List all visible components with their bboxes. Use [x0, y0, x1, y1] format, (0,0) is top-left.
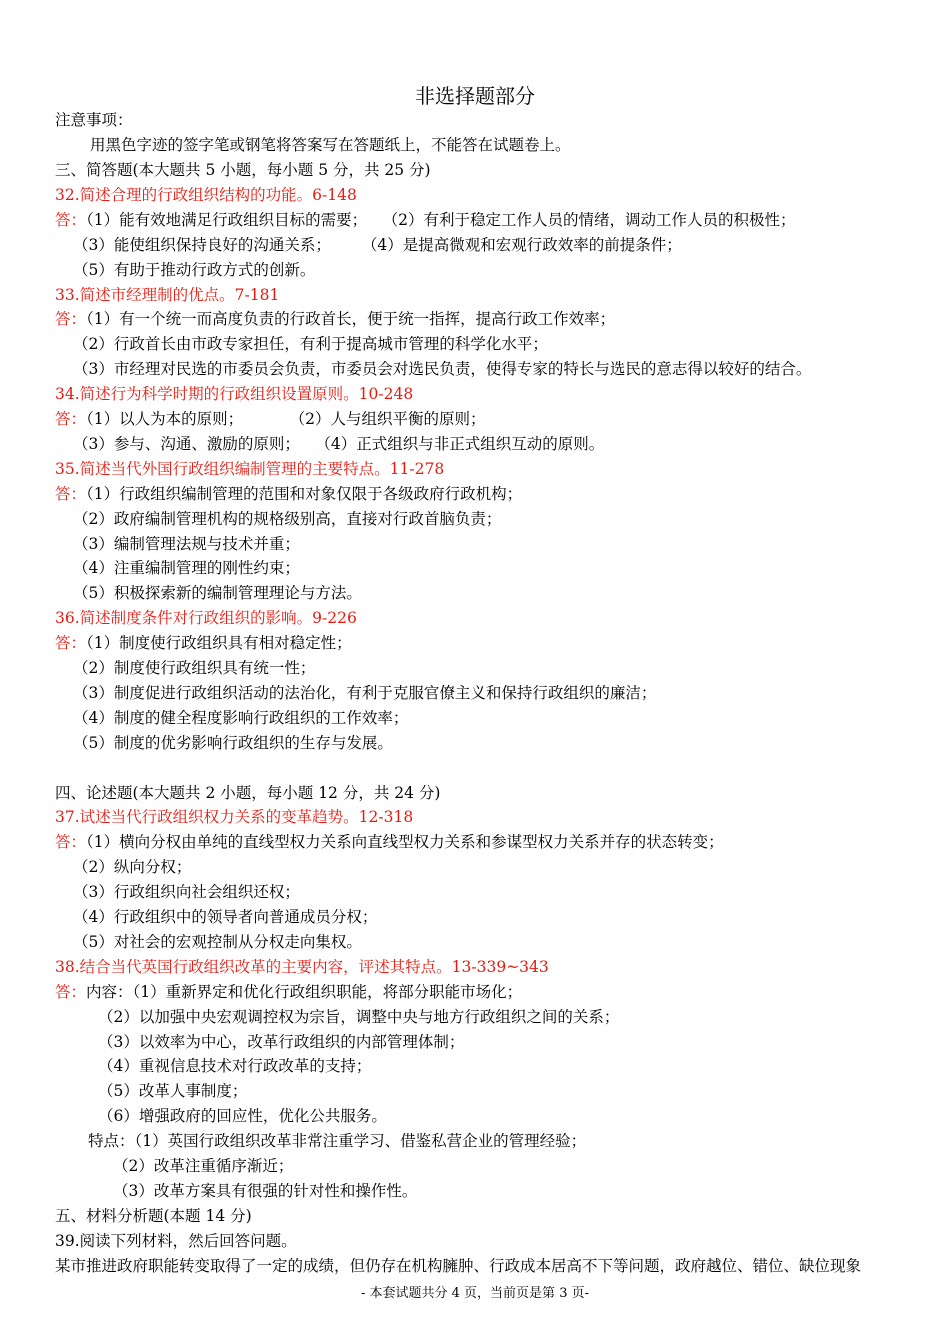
line-text: （3）参与、沟通、激励的原则； （4）正式组织与非正式组织互动的原则。: [73, 434, 605, 453]
text-line: [113, 1154, 293, 1178]
line-text: （4）行政组织中的领导者向普通成员分权；: [73, 908, 378, 926]
line-text: （5）有助于推动行政方式的创新。: [73, 260, 316, 279]
line-text: （1）行政组织编制管理的范围和对象仅限于各级政府行政机构；: [86, 484, 523, 503]
line-text: 36.简述制度条件对行政组织的影响。9-226: [55, 609, 357, 628]
answer-line: [55, 980, 522, 1004]
line-text: 特点：（1）英国行政组织改革非常注重学习、借鉴私营企业的管理经验；: [88, 1132, 587, 1151]
line-text: （2）制度使行政组织具有统一性；: [73, 659, 316, 677]
text-line: [55, 1204, 252, 1228]
line-text: （5）对社会的宏观控制从分权走向集权。: [73, 932, 362, 951]
text-line: [73, 432, 604, 456]
answer-line: [55, 208, 796, 232]
text-line: [98, 1030, 464, 1054]
line-text: （2）行政首长由市政专家担任，有利于提高城市管理的科学化水平；: [73, 335, 548, 354]
text-line: [73, 656, 315, 680]
text-line: [73, 905, 377, 929]
text-line: [73, 581, 362, 605]
question-heading: [55, 805, 413, 829]
question-heading: [55, 606, 357, 630]
answer-line: [55, 482, 522, 506]
text-line: [98, 1054, 371, 1078]
line-text: （6）增强政府的回应性，优化公共服务。: [98, 1107, 387, 1126]
line-text: （2）纵向分权；: [73, 858, 192, 877]
line-text: 内容：（1）重新界定和优化行政组织职能，将部分职能市场化；: [86, 982, 523, 1001]
text-line: [88, 1129, 586, 1153]
line-text: 37.试述当代行政组织权力关系的变革趋势。12-318: [55, 808, 414, 827]
text-line: [73, 880, 300, 904]
line-text: （2）政府编制管理机构的规格级别高，直接对行政首脑负责；: [73, 509, 502, 528]
text-line: [73, 357, 811, 381]
line-text: 32.简述合理的行政组织结构的功能。6-148: [55, 185, 357, 204]
line-text: （5）制度的优劣影响行政组织的生存与发展。: [73, 733, 393, 752]
line-text: （3）市经理对民选的市委员会负责，市委员会对选民负责，使得专家的特长与选民的意志得以较好的结合。: [73, 360, 812, 379]
answer-line: [55, 407, 486, 431]
question-heading: [55, 382, 413, 406]
line-text: （3）能使组织保持良好的沟通关系； （4）是提高微观和宏观行政效率的前提条件；: [73, 235, 682, 254]
line-text: （1）制度使行政组织具有相对稳定性；: [86, 634, 352, 653]
answer-prefix: 答：: [55, 833, 87, 852]
answer-line: [55, 631, 352, 655]
line-text: 39.阅读下列材料，然后回答问题。: [55, 1231, 297, 1250]
line-text: （1）能有效地满足行政组织目标的需要； （2）有利于稳定工作人员的情绪，调动工作人员的积极性；: [86, 210, 796, 229]
line-text: （3）改革方案具有很强的针对性和操作性。: [113, 1181, 418, 1200]
line-text: 某市推进政府职能转变取得了一定的成绩，但仍存在机构臃肿、行政成本居高不下等问题，政府越位、错位、缺位现象: [55, 1256, 862, 1275]
answer-prefix: 答：: [55, 310, 87, 329]
line-text: （4）重视信息技术对行政改革的支持；: [98, 1057, 372, 1076]
text-line: [73, 258, 315, 282]
line-text: 34.简述行为科学时期的行政组织设置原则。10-248: [55, 385, 414, 404]
answer-prefix: 答：: [55, 634, 87, 653]
text-line: [73, 332, 548, 356]
line-text: （3）行政组织向社会组织还权；: [73, 883, 300, 902]
line-text: 五、材料分析题(本题 14 分): [55, 1206, 252, 1225]
page-footer: - 本套试题共分 4 页，当前页是第 3 页-: [361, 1286, 589, 1301]
text-line: [73, 233, 682, 257]
line-text: 35.简述当代外国行政组织编制管理的主要特点。11-278: [55, 459, 445, 478]
line-text: （3）制度促进行政组织活动的法治化，有利于克服官僚主义和保持行政组织的廉洁；: [73, 683, 657, 702]
line-text: （3）以效率为中心，改革行政组织的内部管理体制；: [98, 1032, 465, 1051]
notice-text: 用黑色字迹的签字笔或钢笔将答案写在答题纸上，不能答在试题卷上。: [90, 136, 571, 154]
page-title: 非选择题部分: [415, 84, 535, 108]
line-text: （1）有一个统一而高度负责的行政首长，便于统一指挥，提高行政工作效率；: [86, 310, 616, 329]
question-heading: [55, 457, 444, 481]
line-text: （5）积极探索新的编制管理理论与方法。: [73, 584, 362, 603]
line-text: （3）编制管理法规与技术并重；: [73, 534, 300, 553]
question-heading: [55, 955, 549, 979]
text-line: [73, 556, 300, 580]
answer-line: [55, 307, 615, 331]
text-line: [73, 930, 362, 954]
question-heading: [55, 183, 357, 207]
line-text: （4）制度的健全程度影响行政组织的工作效率；: [73, 708, 409, 727]
text-line: [55, 158, 431, 182]
line-text: 三、简答题(本大题共 5 小题，每小题 5 分，共 25 分): [55, 161, 431, 179]
text-line: [73, 507, 501, 531]
notice-label: 注意事项：: [55, 111, 133, 129]
text-line: [73, 855, 191, 879]
text-line: [98, 1079, 247, 1103]
text-line: [73, 681, 656, 705]
answer-prefix: 答：: [55, 210, 87, 229]
line-text: （5）改革人事制度；: [98, 1082, 248, 1101]
answer-prefix: 答：: [55, 410, 87, 428]
line-text: （1）横向分权由单纯的直线型权力关系向直线型权力关系和参谋型权力关系并存的状态转变；: [86, 833, 724, 852]
text-line: [73, 706, 408, 730]
line-text: （1）以人为本的原则； （2）人与组织平衡的原则；: [86, 410, 486, 428]
text-line: [55, 1254, 861, 1278]
answer-prefix: 答：: [55, 982, 87, 1001]
text-line: [73, 731, 393, 755]
line-text: （2）以加强中央宏观调控权为宗旨，调整中央与地方行政组织之间的关系；: [98, 1007, 620, 1026]
text-line: [73, 532, 300, 556]
text-line: [55, 781, 440, 805]
line-text: 33.简述市经理制的优点。7-181: [55, 285, 280, 304]
line-text: 38.结合当代英国行政组织改革的主要内容，评述其特点。13-339~343: [55, 957, 549, 976]
question-heading: [55, 283, 279, 307]
line-text: （4）注重编制管理的刚性约束；: [73, 559, 300, 578]
text-line: [55, 1229, 297, 1253]
text-line: [98, 1005, 619, 1029]
text-line: [113, 1179, 417, 1203]
line-text: 四、论述题(本大题共 2 小题，每小题 12 分，共 24 分): [55, 783, 441, 802]
text-line: [98, 1104, 387, 1128]
line-text: （2）改革注重循序渐近；: [113, 1157, 294, 1175]
answer-line: [55, 830, 724, 854]
answer-prefix: 答：: [55, 484, 87, 503]
